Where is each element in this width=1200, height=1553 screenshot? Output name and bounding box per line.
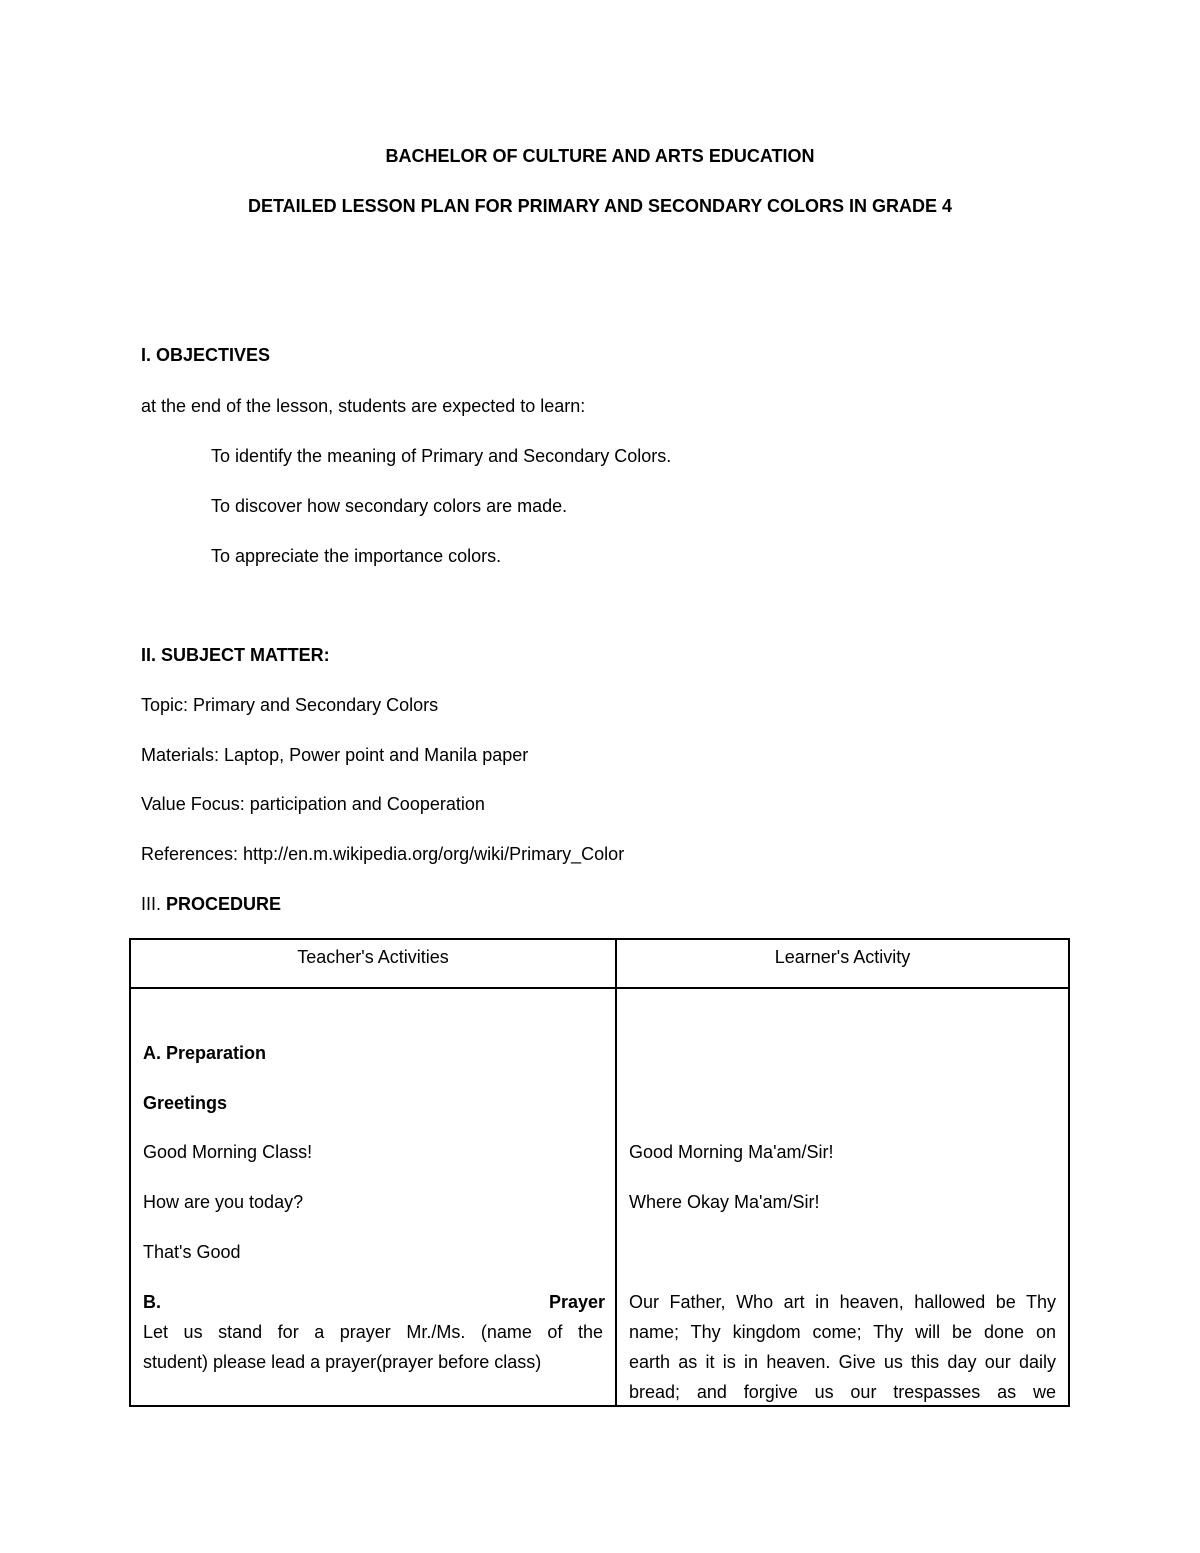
objective-item: To appreciate the importance colors. — [211, 546, 502, 566]
subject-matter-heading: II. SUBJECT MATTER: — [141, 645, 330, 665]
teacher-line: That's Good — [143, 1242, 241, 1262]
teacher-column-header: Teacher's Activities — [297, 947, 449, 967]
learner-prayer-line: Our Father, Who art in heaven, hallowed be Thy — [629, 1292, 1056, 1312]
document-title: BACHELOR OF CULTURE AND ARTS EDUCATION — [385, 146, 815, 166]
subject-value-focus: Value Focus: participation and Cooperation — [141, 794, 485, 814]
teacher-prayer-line: Let us stand for a prayer Mr./Ms. (name of the — [143, 1322, 603, 1342]
subject-topic: Topic: Primary and Secondary Colors — [141, 695, 439, 715]
teacher-line: Good Morning Class! — [143, 1142, 313, 1162]
section-prayer-letter: B. — [143, 1292, 161, 1312]
learner-prayer-line: bread; and forgive us our trespasses as we — [629, 1382, 1056, 1402]
objective-item: To discover how secondary colors are made. — [211, 496, 568, 516]
section-prayer-title: Prayer — [548, 1292, 605, 1312]
objective-item: To identify the meaning of Primary and Secondary Colors. — [211, 446, 672, 466]
section-greetings: Greetings — [143, 1093, 228, 1113]
objectives-heading: I. OBJECTIVES — [141, 345, 271, 365]
table-header-cell — [616, 939, 1069, 988]
table-row — [130, 988, 1069, 1406]
learner-line: Where Okay Ma'am/Sir! — [629, 1192, 820, 1212]
subject-references: References: http://en.m.wikipedia.org/org/wiki/Primary_Color — [141, 844, 625, 864]
procedure-heading-text: PROCEDURE — [166, 894, 282, 914]
teacher-prayer-line: student) please lead a prayer(prayer before class) — [143, 1352, 542, 1372]
section-preparation: A. Preparation — [143, 1043, 267, 1063]
procedure-heading — [141, 893, 281, 915]
learner-prayer-line: name; Thy kingdom come; Thy will be done on — [629, 1322, 1056, 1342]
procedure-heading-prefix: III. — [141, 894, 167, 914]
table-header-cell — [130, 939, 616, 988]
learner-line: Good Morning Ma'am/Sir! — [629, 1142, 834, 1162]
teacher-line: How are you today? — [143, 1192, 304, 1212]
teacher-activities-cell — [130, 988, 616, 1406]
learner-column-header: Learner's Activity — [774, 947, 911, 967]
procedure-table — [129, 938, 1070, 1407]
document-subtitle: DETAILED LESSON PLAN FOR PRIMARY AND SECONDARY COLORS IN GRADE 4 — [247, 196, 953, 216]
subject-materials: Materials: Laptop, Power point and Manila paper — [141, 745, 529, 765]
learner-activity-cell — [616, 988, 1069, 1406]
learner-prayer-line: earth as it is in heaven. Give us this day our daily — [629, 1352, 1056, 1372]
objectives-intro: at the end of the lesson, students are expected to learn: — [141, 396, 586, 416]
table-header-row — [130, 939, 1069, 988]
